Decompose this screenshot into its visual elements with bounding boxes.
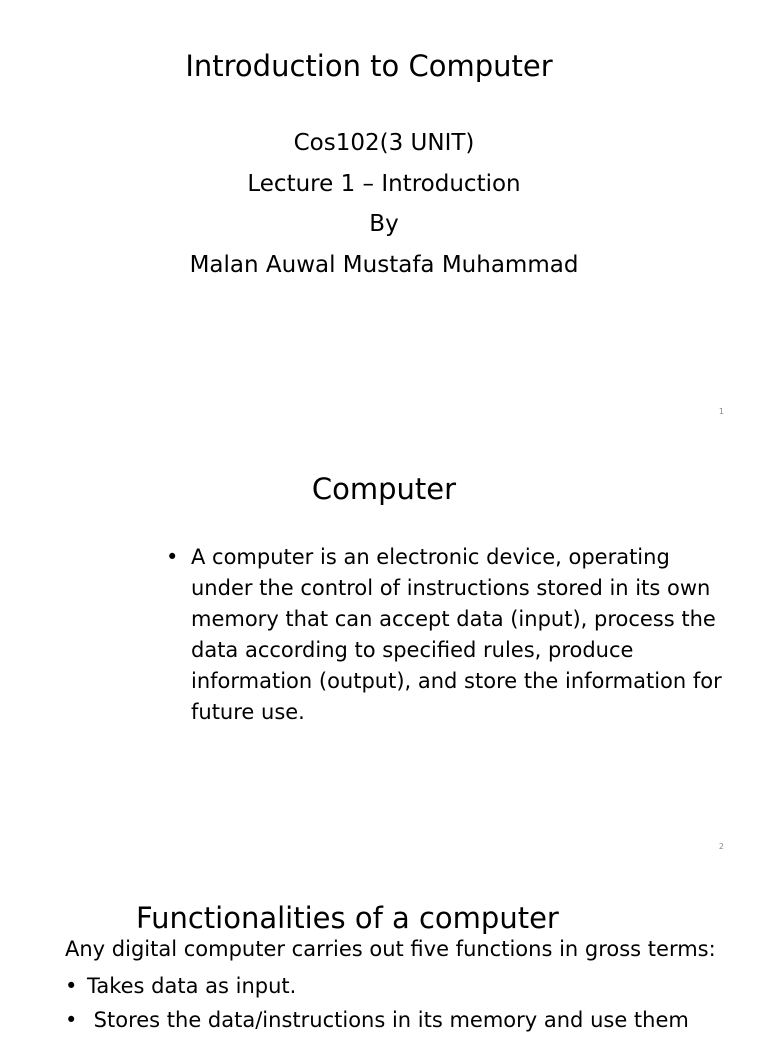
slide-1 (0, 0, 768, 434)
by-label: By (369, 211, 399, 237)
bullet-icon: • (65, 974, 78, 998)
bullet-icon: • (65, 1008, 78, 1032)
slide-number: 2 (718, 842, 724, 851)
slide-3 (0, 868, 768, 1032)
bullet-item (166, 542, 726, 728)
slide-title: Computer (311, 472, 457, 506)
bullet-item (65, 969, 745, 1003)
slide-2 (0, 434, 768, 868)
slide-body (166, 542, 726, 728)
slide-title: Introduction to Computer (185, 49, 553, 83)
author-name: Malan Auwal Mustafa Muhammad (189, 251, 579, 278)
slide-subtitle (0, 123, 768, 285)
slide-title: Functionalities of a computer (136, 901, 559, 935)
bullet-text: Stores the data/instructions in its memory and use them (87, 1008, 689, 1032)
bullet-list (65, 969, 745, 1037)
lecture-name: Lecture 1 – Introduction (247, 170, 521, 197)
bullet-icon: • (166, 545, 179, 569)
bullet-text: Takes data as input. (87, 974, 297, 998)
slide-number: 1 (718, 407, 724, 416)
bullet-text: A computer is an electronic device, operating under the control of instructions stored in its own memory that can accept data (input), process the data according to specified rules, produce information (output), and store the information for future use. (191, 545, 722, 724)
bullet-item (65, 1003, 745, 1037)
slide-intro: Any digital computer carries out five functions in gross terms: (65, 937, 716, 961)
course-code: Cos102(3 UNIT) (293, 130, 475, 156)
